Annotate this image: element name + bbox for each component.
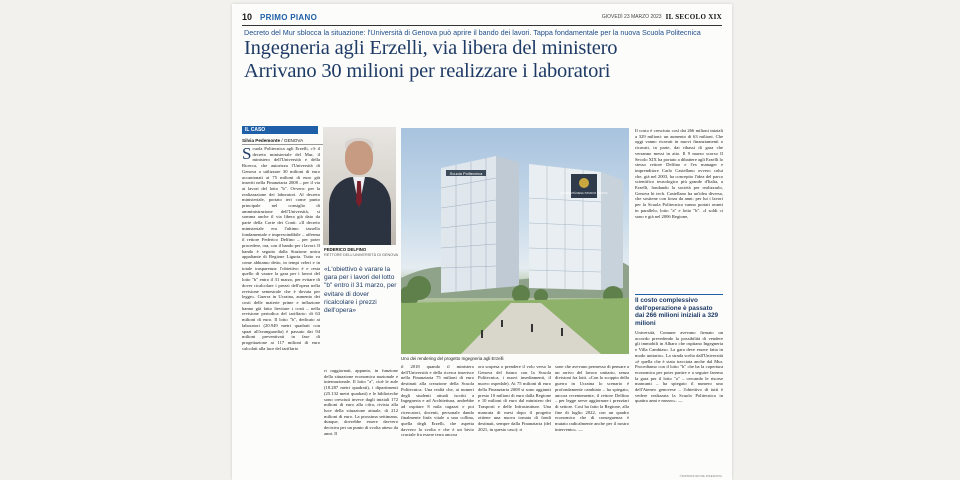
section-label: IL CASO: [242, 126, 318, 134]
author: Silvia Pedemonte: [242, 138, 281, 143]
section-name: PRIMO PIANO: [260, 12, 318, 22]
article-column-6-top: Il costo è cresciuto così dai 266 milioni iniziali a 329 milioni: un aumento di 63 milioni. Che oggi vanno ricavati in nuovi finanziamenti o ricavati, in parte, dai ribassi di gara che verranno messi in atto. Il 9 marzo scorso Il Secolo XIX ha portato a dibattere agli Erzelli lo stesso rettore Delfino e l'ex manager e imprenditore Carlo Castellano ovvero colui che, già nel 2003, ha concepito l'idea del parco scientifico tecnologico più grande d'Italia, a Erzelli, fondando la società per realizzarlo, Genova hi tech. Castellano ha un'idea diversa, che sostiene con forza da anni: per lui i lavori per la Scuola Politecnica vanno portati avanti in parallelo, lotto "a" e lotto "b". «I soldi ci sono e già nel 2006 Regione,: [635, 128, 723, 219]
header-rule: [242, 25, 722, 26]
article-column-3: il 2018 quando il ministero dell'Università e della ricerca inserisce nella Finanziaria 75 milioni di euro destinati alla creazione della Scuola Politecnica. Una realtà che, ai numeri degli studenti attuali iscritti a Ingegneria e ad Architettura, andrebbe ad ospitare 8 mila ragazzi e poi ricercatori, docenti, personale dando finalmente linfa vitale a una collina, quella degli Erzelli, che aspetta davvero la svolta e che è un bivio cruciale fra essere terra ancora: [401, 364, 474, 438]
page-number: 10: [242, 12, 253, 22]
article-column-1: [242, 146, 320, 478]
article-column-6-bottom: Università, Comune avevano firmato un accordo prevedendo la possibilità di vendere gli immobili in Albaro che ospitano Ingegneria e Villa Cambiaso. La gara deve essere fatta in modo unitario». La strada scelta dall'Università «è quella che è stata tracciata anche dal Mur. Procediamo con il lotto "b" che ha la copertura economica per poter partire e a seguire faremo la gara per il lotto "a" – cercando le risorse mancanti – ha spiegato il numero uno dell'Ateneo genovese – l'obiettivo di tutti è vedere realizzata la Scuola Politecnica in quattro anni e mezzo». —: [635, 330, 723, 404]
headline: [244, 37, 722, 83]
side-highlight: Il costo complessivo dell'operazione è passato dai 266 milioni iniziali a 329 milioni: [635, 294, 723, 327]
kicker: Decreto del Mur sblocca la situazione: l'Università di Genova può aprire il bando dei lavori. Tappa fondamentale per la nuova Scuola Politecnica: [244, 28, 701, 37]
byline-place: / GENOVA: [281, 138, 304, 143]
project-rendering: [401, 128, 629, 354]
column-1-text: cuola Politecnica agli Erzelli, c'è il decreto ministeriale del Mur, il ministero dell'Università e della Ricerca, che autorizza l'Università di Genova a utilizzare 30 milioni di euro accantonati ai 75 milioni di euro già inseriti nella Finanziaria 2008 – per il via ai lavori del lotto "b". Ovvero: per la realizzazione dei laboratori. Al decreto ministeriale, portato ieri come punto principale nel consiglio di amministrazione dell'Università, si somma anche il via libera già dato da parte della Corte dei Conti. «Il decreto ministeriale era l'ultimo tassello fondamentale e imprescindibile – afferma il rettore Federico Delfino – per poter procedere, ora, con il bando per i lavori. Il bando è seguito dalla Stazione unica appaltante di Regione Liguria. Tutto va come abbiamo detto, in tempi celeri e in totale trasparenza: l'obiettivo è e resta quello di varare la gara per i lavori del lotto "b" entro il 31 marzo, per evitare di dover ricalcolare i prezzi dell'opera nella revisione semestrale che è dovuta per legge». Guerra in Ucraina, aumento dei costi delle materie prime e inflazione hanno già fatto lievitare i costi – nella revisione periodica del tariffario: di 63 milioni di euro. Il lotto "b", dedicato ai laboratori (20.949 metri quadrati con spazi all'avanguardia) è passato dai 94 milioni preventivati in fase di progettazione ai 117 milioni di euro calcolati alla luce del tariffario: [242, 146, 320, 351]
pull-quote: «L'obiettivo è varare la gara per i lavori del lotto "b" entro il 31 marzo, per evitare di dover ricalcolare i prezzi dell'opera»: [324, 266, 397, 315]
article-column-5: sone che avevano permesso di pensare a un arrivo del lavoro unitario, senza divisioni fra lotti. «Con lo scoppio della guerra in Ucraina lo scenario è profondamente cambiato – ha spiegato, ancora recentemente, il rettore Delfino – per legge serve aggiornare i prezziari di settore. Così ha fatto la Regione, alla fine di luglio 2022, con un quadro economico che di conseguenza è mutato radicalmente anche per il nostro intervento». —: [555, 364, 629, 432]
dropcap: S: [242, 146, 252, 163]
page-header: [242, 10, 722, 24]
byline: [242, 138, 328, 145]
rendering-illustration: [401, 128, 629, 354]
article-column-4: ora sospesa o prendere il volo verso la Genova del futuro con la Scuola Politecnica, i nuovi insediamenti, il nuovo ospedale). Ai 75 milioni di euro della Finanziaria 2008 si sono aggiunti presto 10 milioni di euro dalla Regione e 10 milioni di euro dal ministero dei Trasporti e delle Infrastrutture. Una mancata di mesi dopo il progetto ottiene una nuova tornata di fondi destinati, sempre dalla Finanziaria (del 2021, in questo caso): ri: [478, 364, 551, 432]
article-column-2: ri raggiornati, appunto, in funzione della situazione economica nazionale e internazionale. Il lotto "a", cioè le aule (18.287 metri quadrati), i dipartimenti (25.132 metri quadrati) e le biblioteche sono cresciuti invece dagli iniziali 172 milioni di euro alla cifra, rivista alla luce della situazione attuale, di 212 milioni di euro. La prossima settimana, dunque, dovrebbe essere davvero decisiva per un punto di svolta atteso da anni. Il: [324, 368, 398, 436]
headline-line-2: Arrivano 30 milioni per realizzare i laboratori: [244, 60, 611, 82]
rector-photo: [323, 127, 396, 245]
photo-caption-name: FEDERICO DELFINO: [324, 247, 367, 252]
header-right: [602, 13, 722, 21]
issue-date: GIOVEDÌ 23 MARZO 2023: [601, 14, 662, 20]
university-sign-text: UNIVERSITÀ DEGLI STUDI DI GENOVA: [560, 192, 608, 195]
photo-caption-role: RETTORE DELL'UNIVERSITÀ DI GENOVA: [324, 253, 399, 257]
masthead: IL SECOLO XIX: [665, 13, 722, 21]
rendering-caption: Uno dei rendering del progetto Ingegneria agli Erzelli: [401, 356, 504, 361]
copyright-notice: ©RIPRODUZIONE RISERVATA: [679, 474, 722, 478]
building-sign-left-text: Scuola Politecnica: [449, 170, 483, 176]
newspaper-page: [232, 4, 732, 480]
headline-line-1: Ingegneria agli Erzelli, via libera del ministero: [244, 37, 618, 59]
